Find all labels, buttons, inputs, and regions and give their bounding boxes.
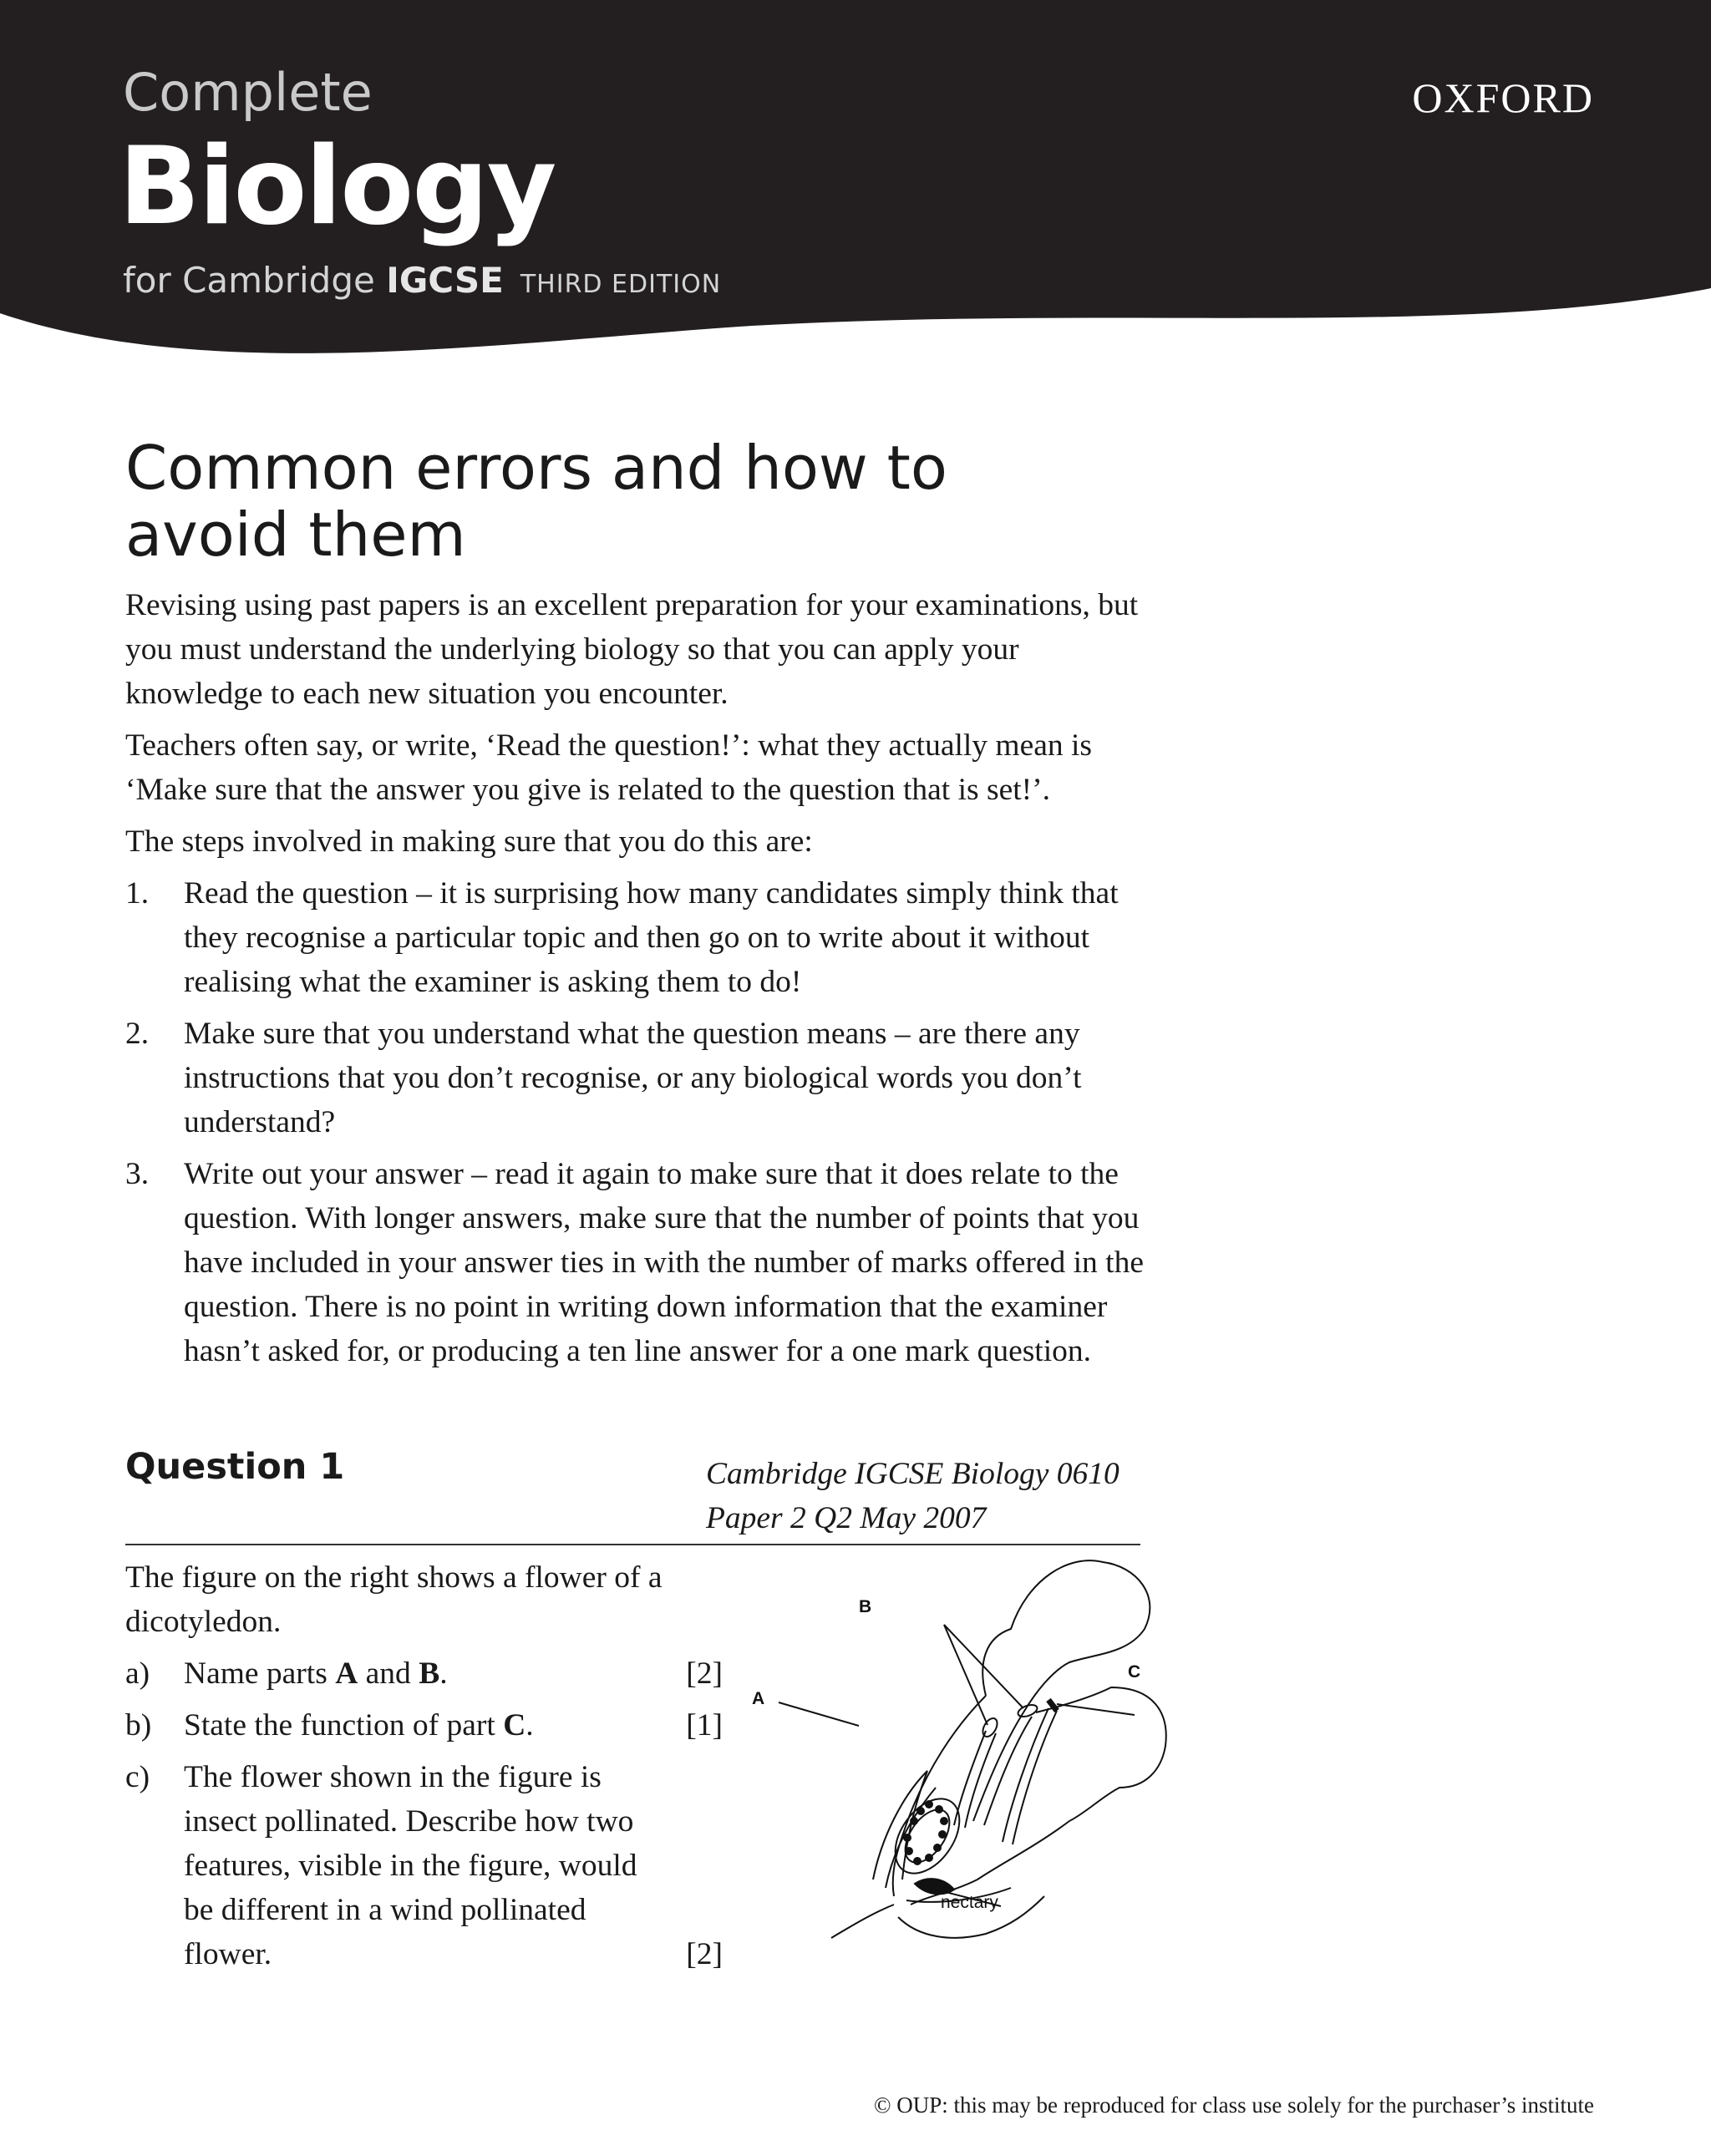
intro-paragraph: Teachers often say, or write, ‘Read the question!’: what they actually mean is ‘Make sure that the answer you give is related to the question that is set!’.: [125, 728, 1093, 807]
step-text: Read the question – it is surprising how many candidates simply think that they recognise a particular topic and then go on to write about it without realising what the examiner is asking them to do!: [184, 876, 1119, 999]
course-prefix: for Cambridge: [123, 260, 387, 301]
anther: [980, 1716, 1000, 1739]
part-text: Name parts A and B.: [184, 1656, 448, 1691]
part-text: State the function of part C.: [184, 1708, 534, 1743]
leader-line-c: [1057, 1704, 1135, 1715]
intro-section: [125, 583, 1145, 1381]
marks-label: [2]: [686, 1656, 723, 1691]
question-source: [706, 1452, 1120, 1540]
leader-line-a: [779, 1702, 859, 1726]
stamen: [965, 1733, 996, 1828]
leader-line-b: [944, 1625, 1023, 1708]
step-number: 1.: [125, 876, 150, 911]
publisher-logo: OXFORD: [1412, 74, 1594, 121]
step-text: Make sure that you understand what the question means – are there any instructions that you don’t recognise, or any biological words you don’t understand?: [184, 1017, 1082, 1139]
step-text: Write out your answer – read it again to make sure that it does relate to the question. With longer answers, make sure that the number of points that you have included in your answer ties in with the number of marks offered in the question. There is no point in writing down information that the examiner hasn’t asked for, or producing a ten line answer for a one mark question.: [184, 1157, 1144, 1368]
label-b: B: [859, 1597, 872, 1616]
style: [1013, 1711, 1057, 1844]
ovule: [925, 1854, 933, 1862]
ovule: [940, 1817, 948, 1825]
question-body: [125, 1555, 723, 1984]
list-item: [125, 1152, 1145, 1373]
page-title: [125, 434, 1128, 568]
part-label: c): [125, 1760, 150, 1794]
question-source-line-2: Paper 2 Q2 May 2007: [706, 1501, 987, 1535]
ovule: [910, 1817, 918, 1825]
list-item: [125, 871, 1145, 1004]
marks-label: [2]: [686, 1937, 723, 1971]
ovule: [913, 1857, 922, 1865]
question-parts: [125, 1651, 723, 1976]
label-nectary: nectary: [941, 1893, 998, 1912]
receptacle: [831, 1905, 894, 1938]
part-text: The flower shown in the figure is insect pollinated. Describe how two features, visible in the figure, would be different in a wind pollinated flower.: [184, 1760, 637, 1971]
leader-line-b: [944, 1625, 988, 1725]
flower-diagram-svg: [735, 1545, 1170, 1955]
list-item: [125, 1755, 723, 1976]
steps-list: [125, 871, 1145, 1373]
copyright-footer: © OUP: this may be reproduced for class use solely for the purchaser’s institute: [873, 2093, 1594, 2118]
ovule: [916, 1807, 925, 1815]
step-number: 2.: [125, 1017, 150, 1051]
ovule: [905, 1847, 913, 1855]
intro-paragraph: The steps involved in making sure that you do this are:: [125, 824, 813, 859]
ovule: [935, 1805, 943, 1814]
page-title-line-1: Common errors and how to: [125, 433, 947, 503]
ovule: [933, 1844, 942, 1852]
course-igcse: IGCSE: [386, 260, 504, 301]
header-banner: [0, 0, 1711, 376]
marks-label: [1]: [686, 1708, 723, 1743]
ovule: [903, 1834, 911, 1842]
list-item: [125, 1703, 723, 1748]
step-number: 3.: [125, 1157, 150, 1191]
flower-diagram: [735, 1545, 1170, 1955]
course-line: [123, 260, 722, 301]
part-label: b): [125, 1708, 152, 1743]
petal-outline: [982, 1560, 1150, 1712]
list-item: [125, 1012, 1145, 1144]
label-c: C: [1128, 1662, 1141, 1682]
question-title: Question 1: [125, 1446, 345, 1488]
series-title: Complete: [123, 62, 373, 123]
ovule: [938, 1830, 947, 1839]
stamen: [973, 1712, 1023, 1821]
question-source-line-1: Cambridge IGCSE Biology 0610: [706, 1457, 1120, 1491]
nectary: [915, 1879, 954, 1894]
page-title-line-2: avoid them: [125, 500, 466, 570]
list-item: [125, 1651, 723, 1696]
ovule: [925, 1800, 933, 1809]
intro-paragraph: Revising using past papers is an excellent preparation for your examinations, but you must understand the underlying biology so that you can apply your knowledge to each new situation you encounter.: [125, 588, 1139, 711]
question-stem: The figure on the right shows a flower of a dicotyledon.: [125, 1560, 663, 1639]
label-a: A: [752, 1689, 765, 1708]
stamen: [984, 1717, 1032, 1825]
edition-label: THIRD EDITION: [520, 270, 722, 299]
part-label: a): [125, 1656, 150, 1691]
subject-title: Biology: [119, 124, 556, 249]
